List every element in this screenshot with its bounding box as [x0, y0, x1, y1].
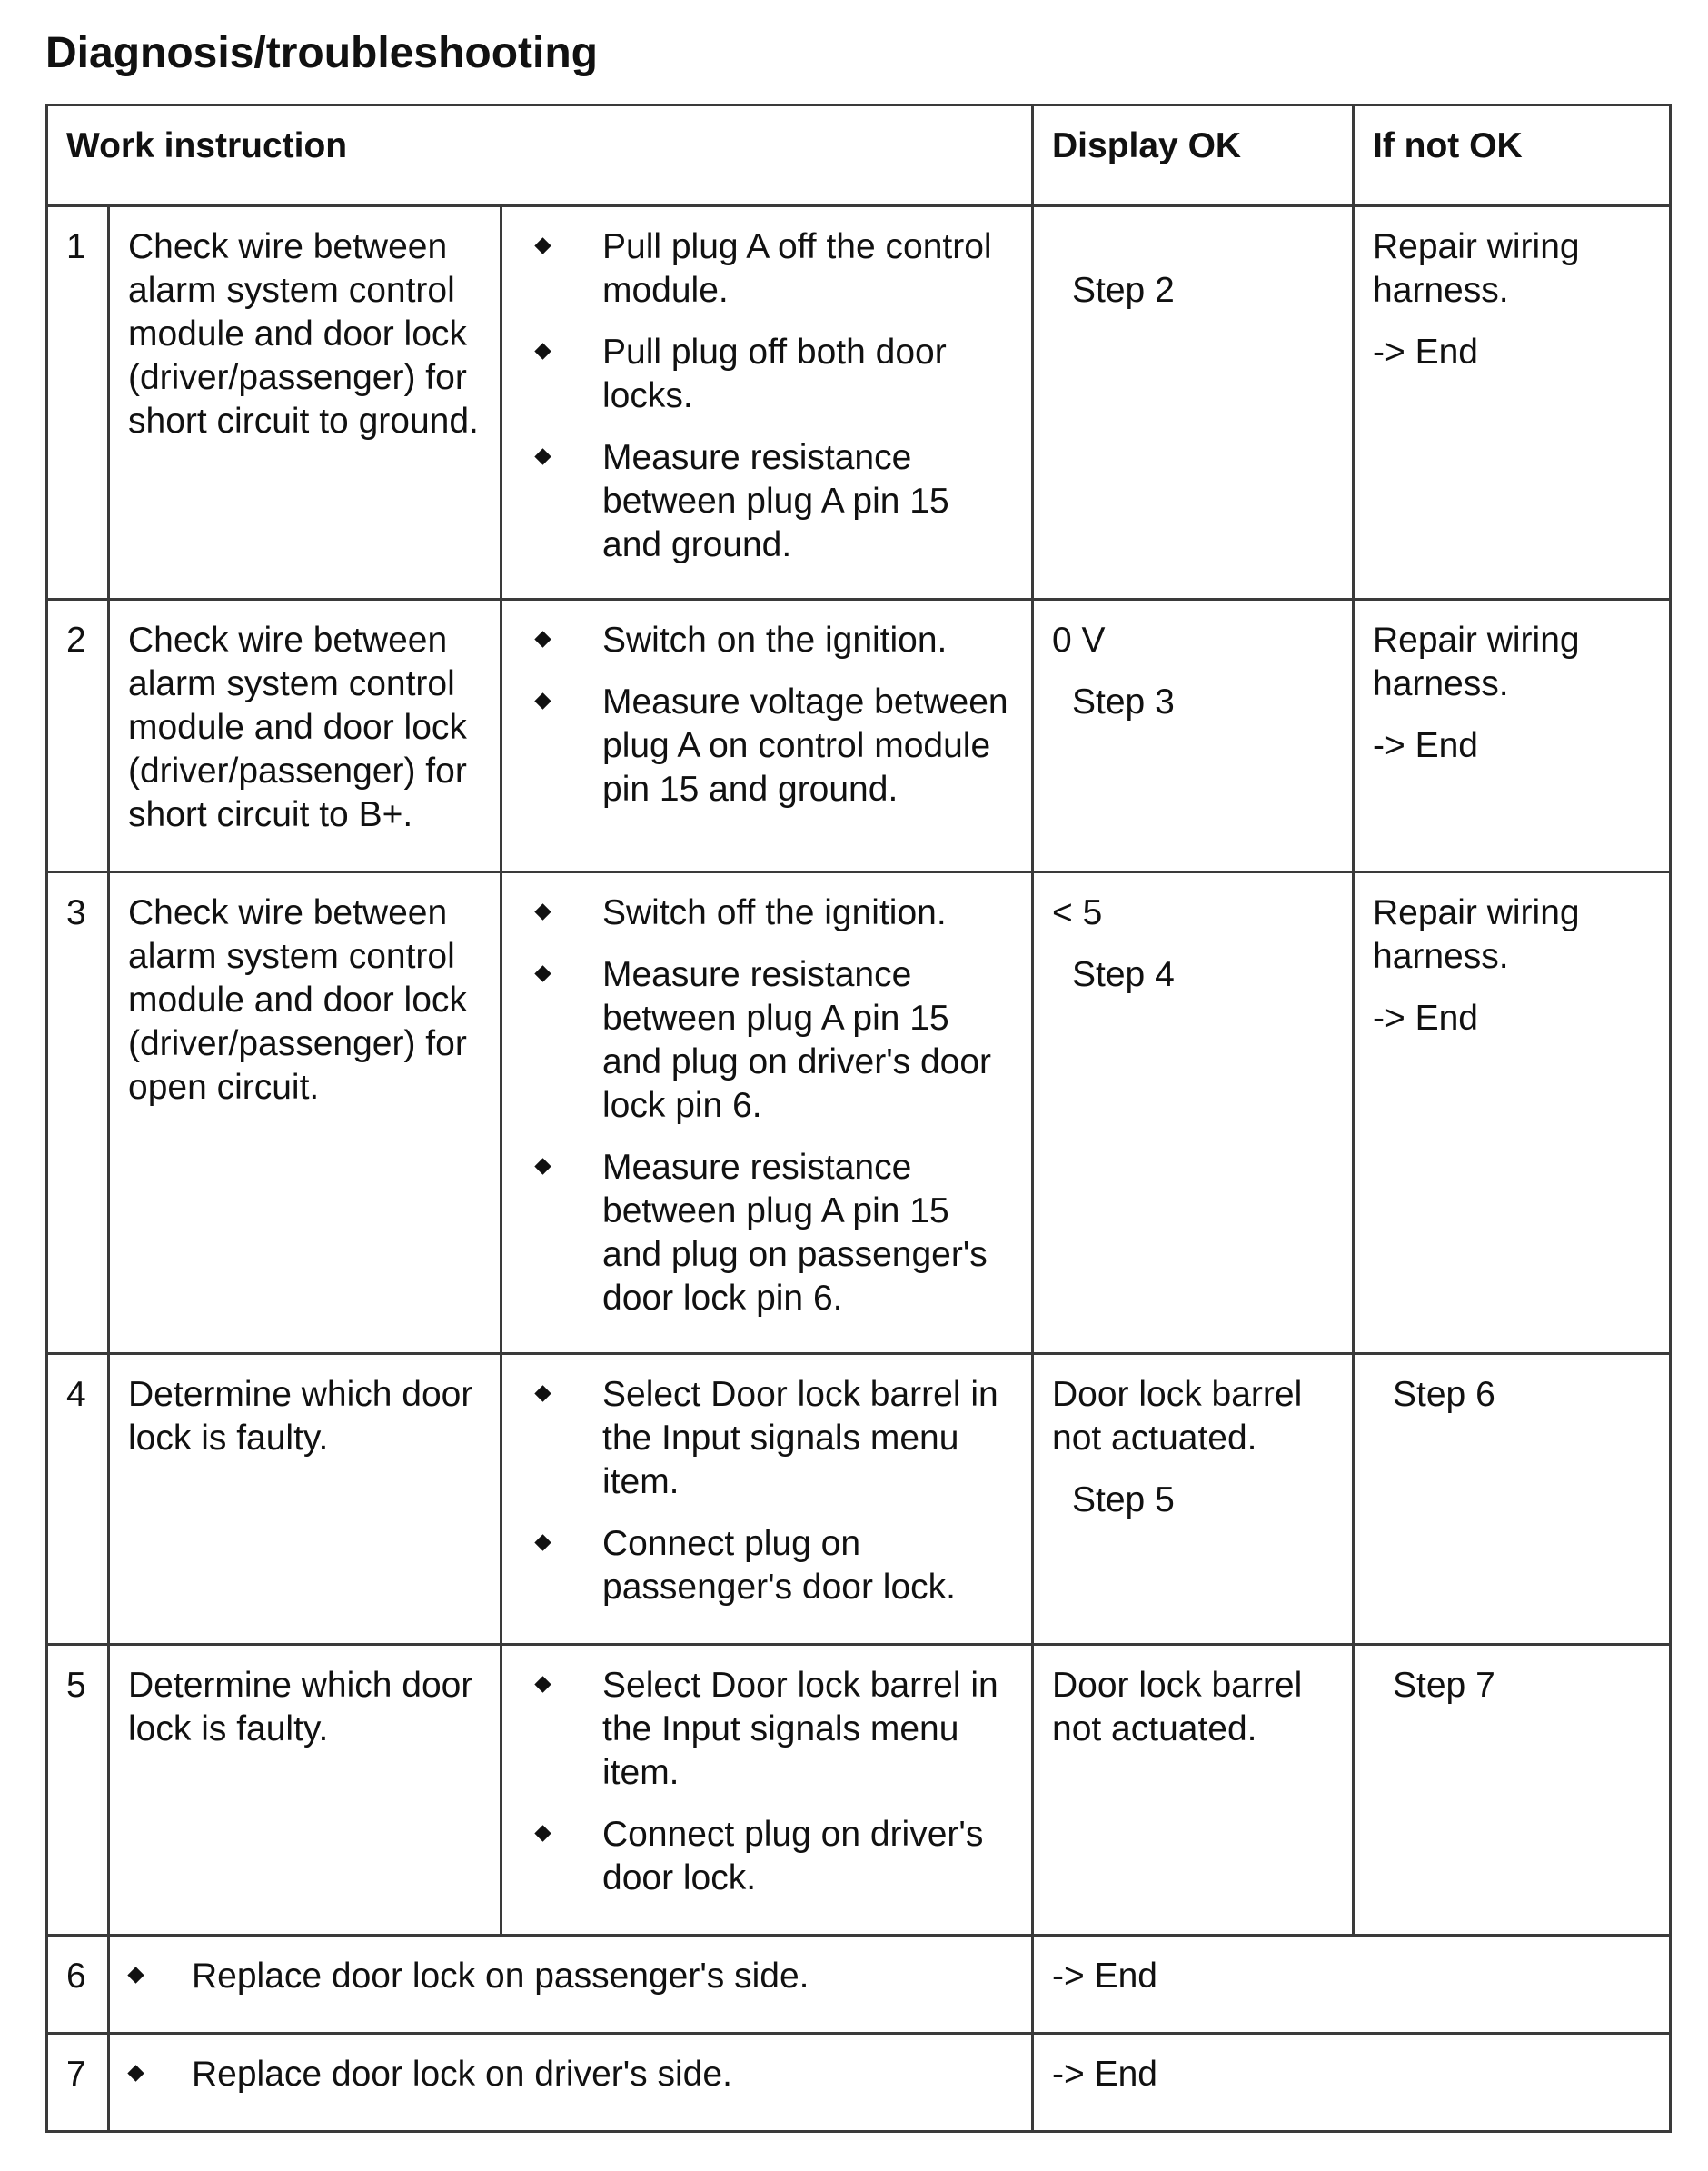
action-cell [501, 600, 1033, 872]
action-cell [109, 1936, 1033, 2034]
action-list [521, 1373, 1013, 1609]
next-step: Step 3 [1072, 682, 1175, 722]
header-if-not-ok: If not OK [1354, 105, 1671, 206]
page-title: Diagnosis/troubleshooting [45, 29, 598, 77]
action-cell [501, 872, 1033, 1354]
check-description: Check wire between alarm system control module and door lock (driver/passenger) for short circuit to B+. [109, 600, 501, 872]
next-step: Step 2 [1072, 271, 1175, 310]
action-item: Connect plug on passenger's door lock. [521, 1522, 1013, 1609]
action-item: Switch on the ignition. [521, 619, 1013, 662]
diamond-bullet-icon [534, 692, 551, 709]
step-number: 7 [47, 2034, 109, 2132]
display-ok-cell [1033, 872, 1354, 1354]
step-number: 3 [47, 872, 109, 1354]
check-description: Determine which door lock is faulty. [109, 1354, 501, 1645]
header-work-instruction: Work instruction [47, 105, 1033, 206]
action-item: Replace door lock on driver's side. [110, 2053, 1013, 2096]
action-item: Select Door lock barrel in the Input signals menu item. [521, 1373, 1013, 1504]
display-value: < 5 [1052, 893, 1103, 932]
end-text: -> End [1373, 726, 1478, 765]
action-list [521, 1664, 1013, 1900]
action-list [521, 225, 1013, 567]
if-not-ok-cell [1354, 1354, 1671, 1645]
repair-text: Repair wiring harness. [1373, 621, 1580, 703]
action-item: Select Door lock barrel in the Input signals menu item. [521, 1664, 1013, 1795]
diamond-bullet-icon [534, 448, 551, 464]
next-step: Step 4 [1072, 955, 1175, 994]
action-item: Switch off the ignition. [521, 891, 1013, 935]
action-item: Measure resistance between plug A pin 15 and plug on driver's door lock pin 6. [521, 953, 1013, 1128]
result-cell: -> End [1033, 1936, 1671, 2034]
diamond-bullet-icon [534, 631, 551, 647]
display-ok-cell [1033, 206, 1354, 600]
next-step: Step 7 [1393, 1666, 1495, 1705]
header-row [47, 105, 1671, 206]
display-ok-cell [1033, 1354, 1354, 1645]
if-not-ok-cell [1354, 872, 1671, 1354]
step-number: 6 [47, 1936, 109, 2034]
action-item: Measure voltage between plug A on control module pin 15 and ground. [521, 681, 1013, 812]
action-item: Measure resistance between plug A pin 15 and ground. [521, 436, 1013, 567]
if-not-ok-cell [1354, 600, 1671, 872]
step-number: 1 [47, 206, 109, 600]
diamond-bullet-icon [127, 1967, 144, 1983]
diamond-bullet-icon [534, 343, 551, 359]
diamond-bullet-icon [534, 1534, 551, 1550]
diamond-bullet-icon [534, 1676, 551, 1692]
table-row [47, 1645, 1671, 1936]
action-list [521, 619, 1013, 812]
table-row [47, 1936, 1671, 2034]
action-cell [501, 1354, 1033, 1645]
next-step: Step 5 [1072, 1480, 1175, 1519]
repair-text: Repair wiring harness. [1373, 227, 1580, 310]
check-description: Check wire between alarm system control module and door lock (driver/passenger) for short circuit to ground. [109, 206, 501, 600]
check-description: Check wire between alarm system control module and door lock (driver/passenger) for open circuit. [109, 872, 501, 1354]
result-cell: -> End [1033, 2034, 1671, 2132]
table-row [47, 1354, 1671, 1645]
diamond-bullet-icon [534, 1158, 551, 1174]
diamond-bullet-icon [127, 2065, 144, 2081]
diamond-bullet-icon [534, 1825, 551, 1841]
action-cell [109, 2034, 1033, 2132]
action-item: Measure resistance between plug A pin 15 and plug on passenger's door lock pin 6. [521, 1146, 1013, 1320]
table-row [47, 872, 1671, 1354]
if-not-ok-cell [1354, 206, 1671, 600]
display-value: Door lock barrel not actuated. [1052, 1375, 1303, 1458]
diamond-bullet-icon [534, 903, 551, 920]
display-value: Door lock barrel not actuated. [1052, 1666, 1303, 1748]
diamond-bullet-icon [534, 965, 551, 981]
action-item: Replace door lock on passenger's side. [110, 1955, 1013, 1998]
action-cell [501, 206, 1033, 600]
action-cell [501, 1645, 1033, 1936]
diamond-bullet-icon [534, 1385, 551, 1401]
display-ok-cell [1033, 1645, 1354, 1936]
next-step: Step 6 [1393, 1375, 1495, 1414]
action-list [521, 891, 1013, 1320]
step-number: 4 [47, 1354, 109, 1645]
table-row [47, 2034, 1671, 2132]
end-text: -> End [1373, 333, 1478, 372]
display-ok-cell [1033, 600, 1354, 872]
repair-text: Repair wiring harness. [1373, 893, 1580, 976]
display-value: 0 V [1052, 621, 1106, 660]
step-number: 2 [47, 600, 109, 872]
if-not-ok-cell [1354, 1645, 1671, 1936]
table-row [47, 600, 1671, 872]
diamond-bullet-icon [534, 237, 551, 254]
step-number: 5 [47, 1645, 109, 1936]
end-text: -> End [1373, 999, 1478, 1038]
action-item: Pull plug off both door locks. [521, 331, 1013, 418]
check-description: Determine which door lock is faulty. [109, 1645, 501, 1936]
action-item: Pull plug A off the control module. [521, 225, 1013, 313]
action-item: Connect plug on driver's door lock. [521, 1813, 1013, 1900]
table-row [47, 206, 1671, 600]
header-display-ok: Display OK [1033, 105, 1354, 206]
troubleshooting-table [45, 104, 1672, 2133]
